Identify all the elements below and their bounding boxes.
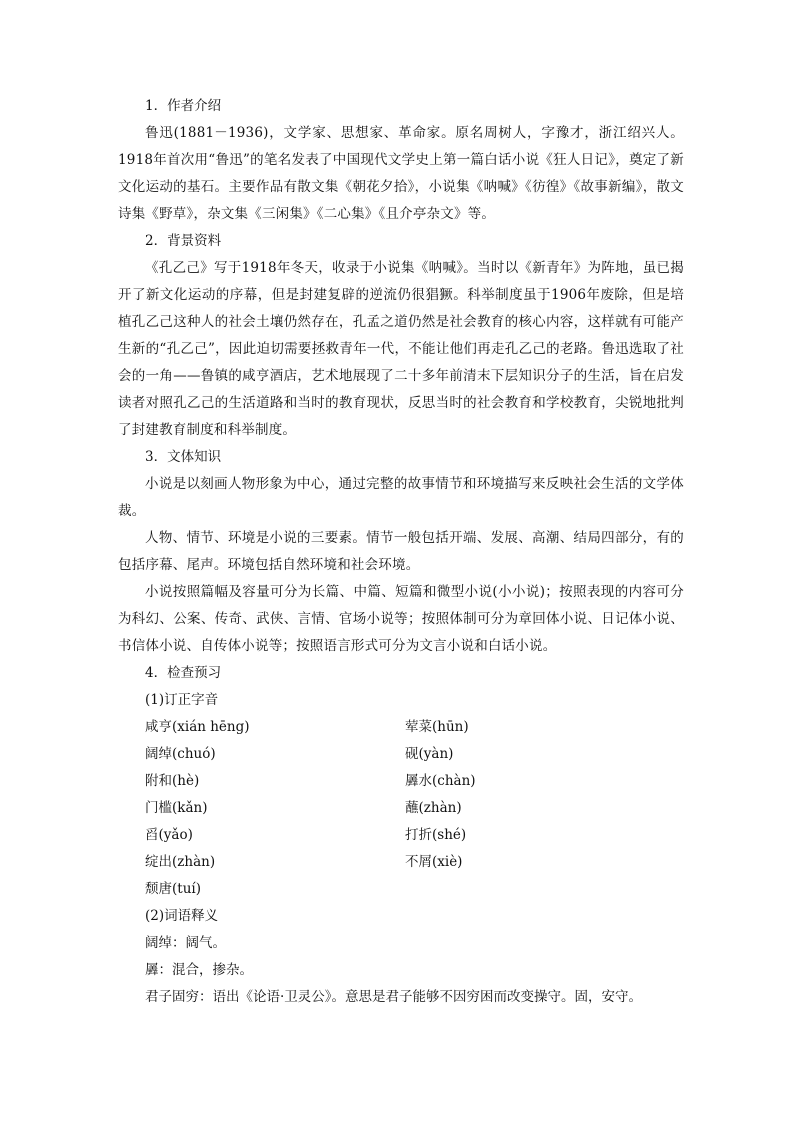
pronunciation-item: 附和(hè) <box>145 773 200 789</box>
pronunciation-row <box>118 714 684 741</box>
pronunciation-item: 咸亨(xián hēng) <box>145 719 250 735</box>
definition-item: 羼：混合，掺杂。 <box>145 962 253 978</box>
genre-paragraph-1: 小说是以刻画人物形象为中心，通过完整的故事情节和环境描写来反映社会生活的文学体裁。 <box>118 476 684 519</box>
pronunciation-item: 打折(shé) <box>405 827 467 843</box>
pronunciation-row <box>118 768 684 795</box>
subheading-pronunciation: (1)订正字音 <box>145 692 219 708</box>
section-heading-genre: 3．文体知识 <box>145 449 222 465</box>
genre-paragraph-3: 小说按照篇幅及容量可分为长篇、中篇、短篇和微型小说(小小说)；按照表现的内容可分为科幻、公案、传奇、武侠、言情、官场小说等；按照体制可分为章回体小说、日记体小说、书信体小说、自传体小说等；按照语言形式可分为文言小说和白话小说。 <box>118 584 684 654</box>
pronunciation-row <box>118 876 684 903</box>
pronunciation-item: 舀(yǎo) <box>145 827 193 843</box>
definition-item: 君子固穷：语出《论语·卫灵公》。意思是君子能够不因穷困而改变操守。固，安守。 <box>145 989 643 1005</box>
genre-paragraph-2: 人物、情节、环境是小说的三要素。情节一般包括开端、发展、高潮、结局四部分，有的包括序幕、尾声。环境包括自然环境和社会环境。 <box>118 530 684 573</box>
pronunciation-row <box>118 849 684 876</box>
pronunciation-item: 蘸(zhàn) <box>405 800 462 816</box>
section-heading-author: 1．作者介绍 <box>145 98 222 114</box>
subheading-definitions: (2)词语释义 <box>145 908 219 924</box>
pronunciation-row <box>118 741 684 768</box>
pronunciation-item: 荤菜(hūn) <box>405 719 469 735</box>
pronunciation-item: 门槛(kǎn) <box>145 800 208 816</box>
section-heading-background: 2．背景资料 <box>145 233 222 249</box>
pronunciation-item: 砚(yàn) <box>405 746 454 762</box>
pronunciation-item: 羼水(chàn) <box>405 773 476 789</box>
pronunciation-item: 阔绰(chuó) <box>145 746 216 762</box>
definition-item: 阔绰：阔气。 <box>145 935 226 951</box>
pronunciation-item: 不屑(xiè) <box>405 854 463 870</box>
pronunciation-row <box>118 822 684 849</box>
document-page <box>118 93 684 1011</box>
section-heading-preview: 4．检查预习 <box>145 665 222 681</box>
pronunciation-item: 颓唐(tuí) <box>145 881 201 897</box>
author-paragraph: 鲁迅(1881－1936)，文学家、思想家、革命家。原名周树人，字豫才，浙江绍兴人。1918年首次用“鲁迅”的笔名发表了中国现代文学史上第一篇白话小说《狂人日记》，奠定了新文化运动的基石。主要作品有散文集《朝花夕拾》，小说集《呐喊》《彷徨》《故事新编》，散文诗集《野草》，杂文集《三闲集》《二心集》《且介亭杂文》等。 <box>118 125 684 222</box>
background-paragraph: 《孔乙己》写于1918年冬天，收录于小说集《呐喊》。当时以《新青年》为阵地，虽已揭开了新文化运动的序幕，但是封建复辟的逆流仍很猖獗。科举制度虽于1906年废除，但是培植孔乙己这种人的社会土壤仍然存在，孔孟之道仍然是社会教育的核心内容，这样就有可能产生新的“孔乙己”，因此迫切需要拯救青年一代，不能让他们再走孔乙己的老路。鲁迅选取了社会的一角——鲁镇的咸亨酒店，艺术地展现了二十多年前清末下层知识分子的生活，旨在启发读者对照孔乙己的生活道路和当时的教育现状，反思当时的社会教育和学校教育，尖锐地批判了封建教育制度和科举制度。 <box>118 260 684 438</box>
pronunciation-row <box>118 795 684 822</box>
pronunciation-item: 绽出(zhàn) <box>145 854 216 870</box>
